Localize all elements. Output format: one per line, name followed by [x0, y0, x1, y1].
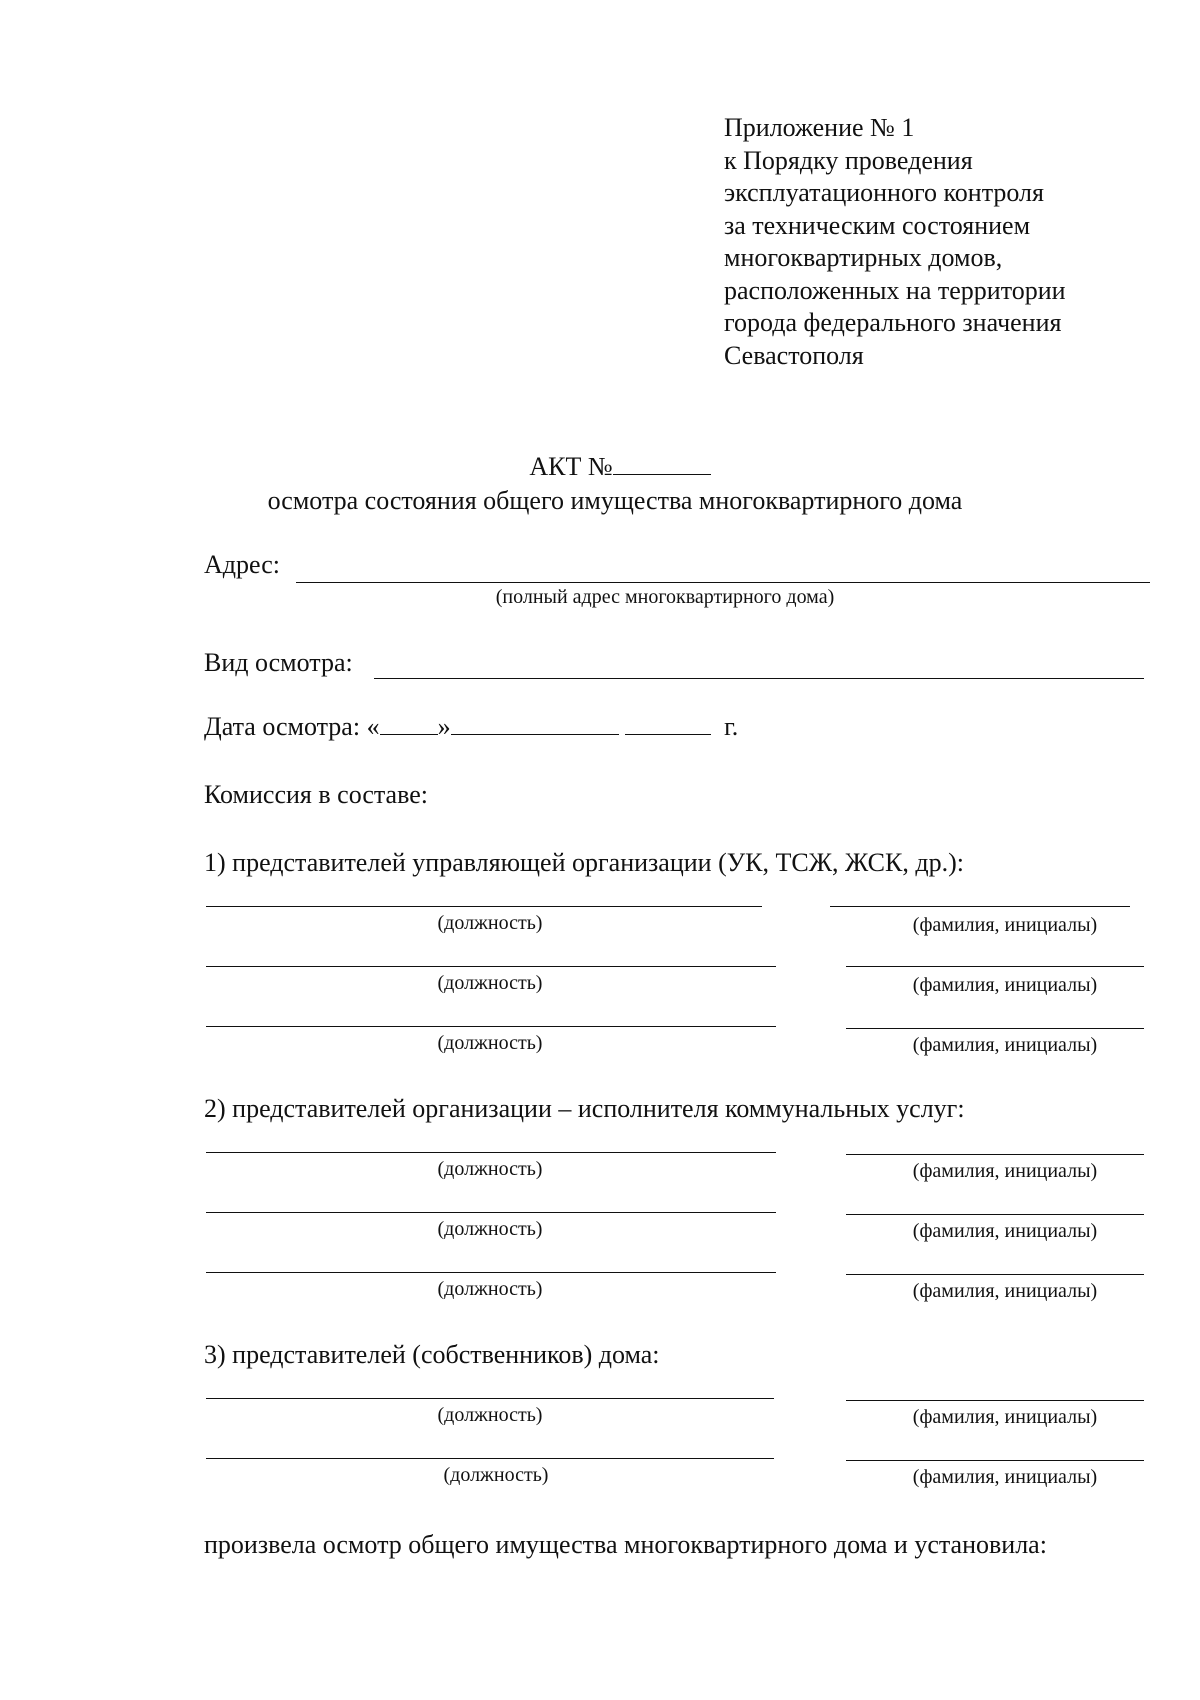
name-caption: (фамилия, инициалы) — [912, 1406, 1098, 1428]
position-caption: (должность) — [437, 1032, 543, 1054]
act-number-line[interactable] — [613, 452, 711, 475]
name-field-line[interactable] — [830, 906, 1130, 907]
date-day-line[interactable] — [380, 712, 438, 735]
act-subtitle: осмотра состояния общего имущества многоквартирного дома — [267, 486, 963, 515]
position-field-line[interactable] — [206, 1272, 776, 1273]
name-field-line[interactable] — [846, 1460, 1144, 1461]
year-suffix: г. — [724, 712, 739, 741]
quote-close: » — [437, 712, 451, 741]
group-2-heading: 2) представителей организации – исполнителя коммунальных услуг: — [204, 1094, 965, 1123]
name-caption: (фамилия, инициалы) — [912, 1280, 1098, 1302]
position-caption: (должность) — [437, 1158, 543, 1180]
conclusion-text: произвела осмотр общего имущества многоквартирного дома и установила: — [204, 1530, 1047, 1559]
position-field-line[interactable] — [206, 966, 776, 967]
address-field-line[interactable] — [296, 582, 1150, 583]
name-caption: (фамилия, инициалы) — [912, 1160, 1098, 1182]
date-month-line[interactable] — [451, 712, 619, 735]
name-field-line[interactable] — [846, 1154, 1144, 1155]
inspection-type-field-line[interactable] — [374, 678, 1144, 679]
appendix-line: за техническим состоянием — [724, 210, 1031, 240]
name-field-line[interactable] — [846, 966, 1144, 967]
name-caption: (фамилия, инициалы) — [912, 914, 1098, 936]
appendix-line: к Порядку проведения — [724, 145, 973, 175]
appendix-line: расположенных на территории — [724, 275, 1066, 305]
name-caption: (фамилия, инициалы) — [912, 1466, 1098, 1488]
position-field-line[interactable] — [206, 1152, 776, 1153]
appendix-line: Севастополя — [724, 340, 864, 370]
position-field-line[interactable] — [206, 906, 762, 907]
address-caption: (полный адрес многоквартирного дома) — [495, 586, 835, 608]
position-caption: (должность) — [437, 972, 543, 994]
position-caption: (должность) — [437, 1218, 543, 1240]
position-caption: (должность) — [437, 1278, 543, 1300]
name-field-line[interactable] — [846, 1274, 1144, 1275]
name-field-line[interactable] — [846, 1214, 1144, 1215]
position-field-line[interactable] — [206, 1212, 776, 1213]
appendix-line: эксплуатационного контроля — [724, 178, 1044, 207]
appendix-line: города федерального значения — [724, 308, 1062, 337]
inspection-type-label: Вид осмотра: — [204, 648, 353, 677]
position-caption: (должность) — [437, 1404, 543, 1426]
address-label: Адрес: — [204, 550, 280, 579]
name-field-line[interactable] — [846, 1400, 1144, 1401]
position-field-line[interactable] — [206, 1458, 774, 1459]
position-field-line[interactable] — [206, 1398, 774, 1399]
act-title — [0, 452, 1200, 482]
group-1-heading: 1) представителей управляющей организации (УК, ТСЖ, ЖСК, др.): — [204, 848, 964, 877]
inspection-date-label: Дата осмотра: « — [204, 712, 380, 741]
name-field-line[interactable] — [846, 1028, 1144, 1029]
position-caption: (должность) — [443, 1464, 549, 1486]
act-title-text: АКТ № — [529, 452, 613, 481]
position-field-line[interactable] — [206, 1026, 776, 1027]
appendix-header — [724, 112, 1164, 372]
appendix-line: Приложение № 1 — [724, 113, 915, 142]
position-caption: (должность) — [437, 912, 543, 934]
group-3-heading: 3) представителей (собственников) дома: — [204, 1340, 660, 1369]
commission-label: Комиссия в составе: — [204, 780, 428, 809]
appendix-line: многоквартирных домов, — [724, 243, 1003, 272]
inspection-date-row — [204, 712, 738, 742]
name-caption: (фамилия, инициалы) — [912, 1220, 1098, 1242]
name-caption: (фамилия, инициалы) — [912, 974, 1098, 996]
name-caption: (фамилия, инициалы) — [912, 1034, 1098, 1056]
date-year-line[interactable] — [625, 712, 711, 735]
